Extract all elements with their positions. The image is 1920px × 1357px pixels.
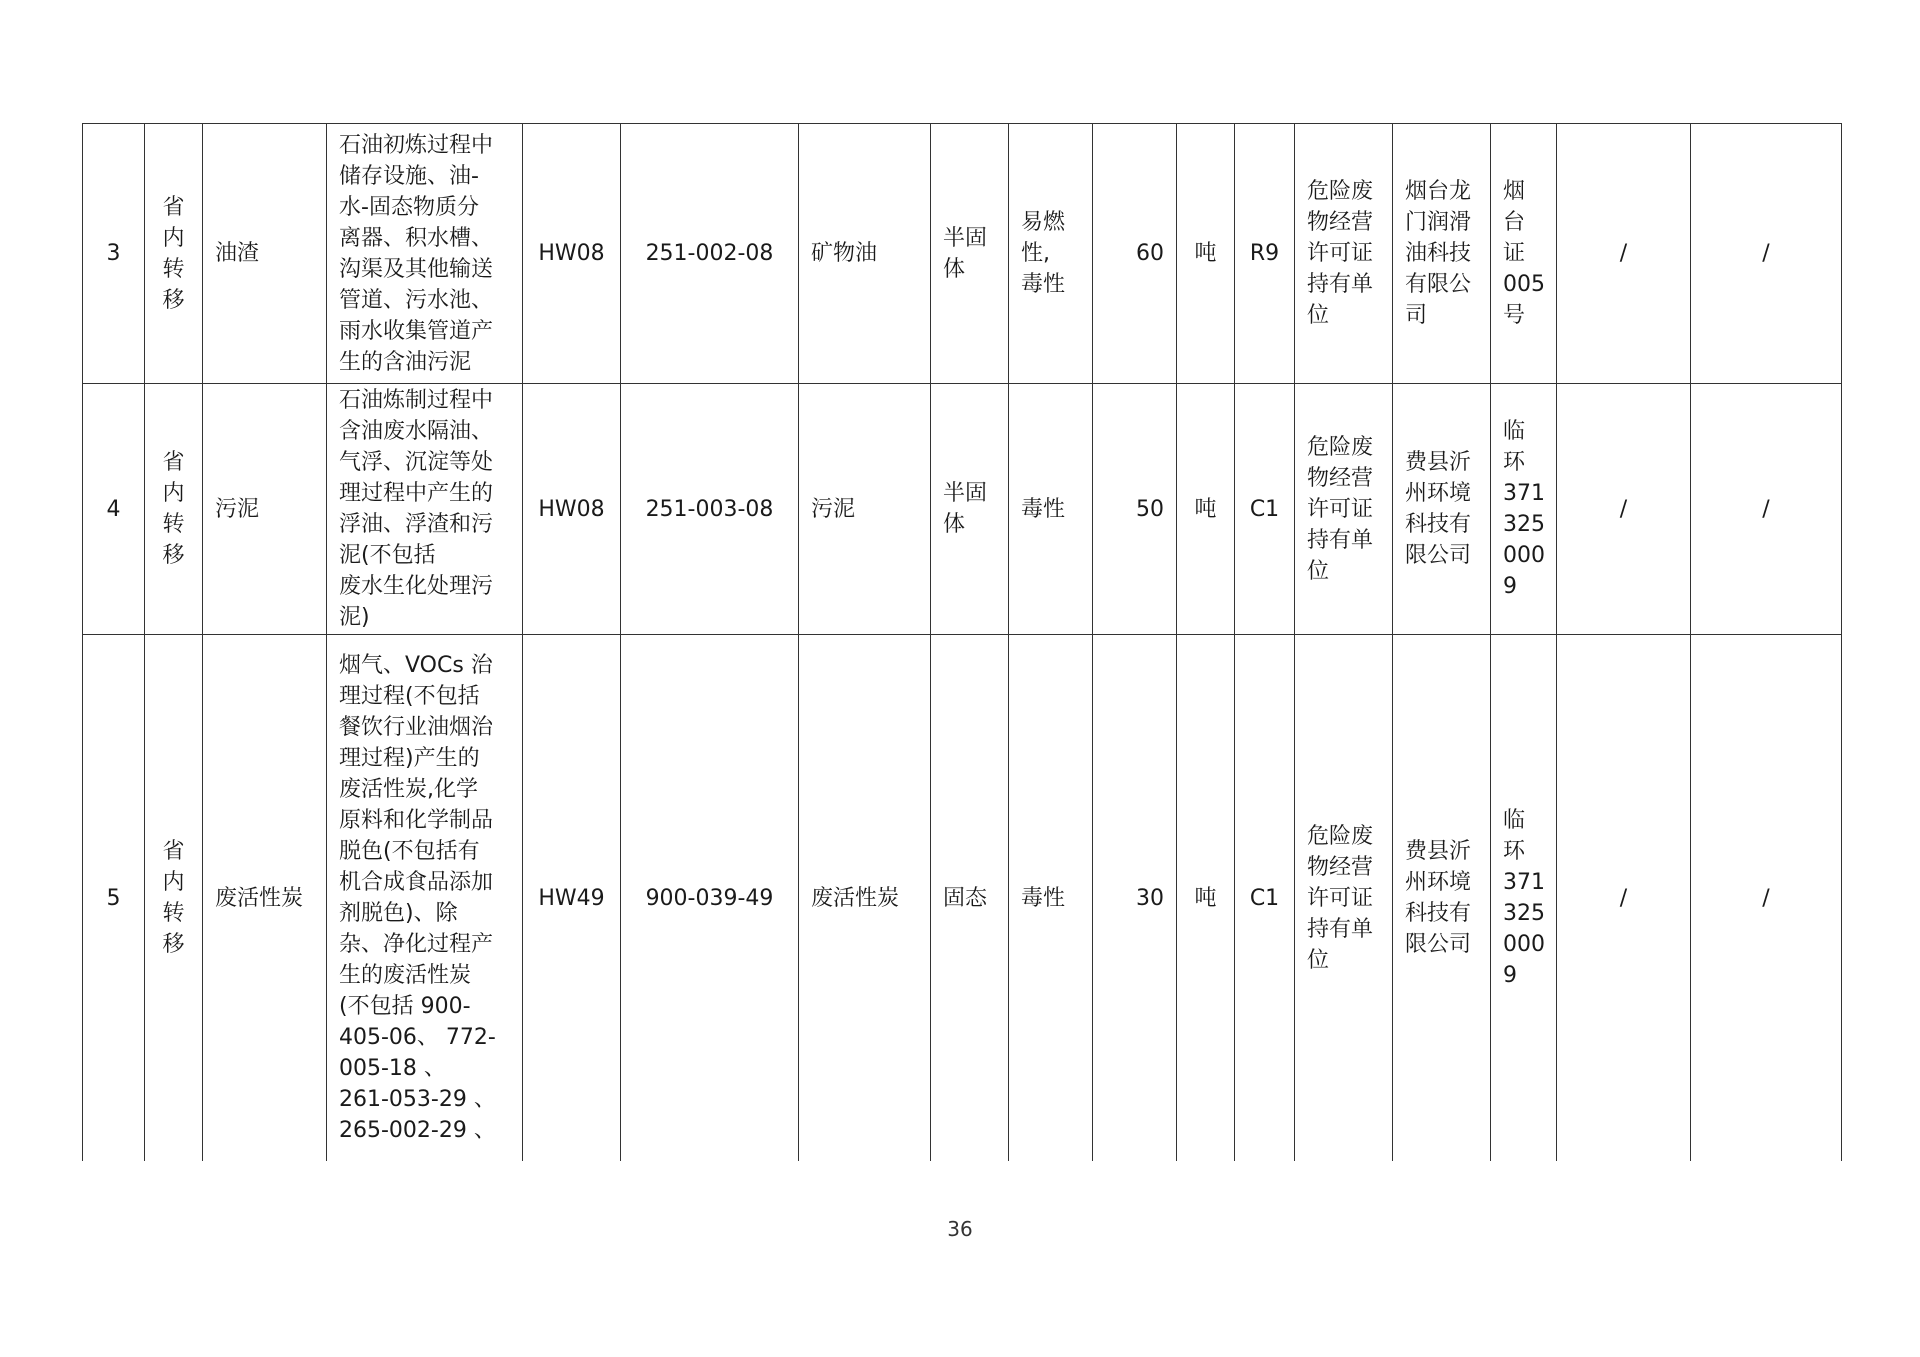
waste-name: 污泥 xyxy=(203,384,327,635)
extra-column-1: / xyxy=(1557,384,1691,635)
table-row xyxy=(83,635,1842,1162)
waste-code: 251-002-08 xyxy=(621,124,799,384)
disposal-method: R9 xyxy=(1235,124,1295,384)
physical-form: 固态 xyxy=(931,635,1009,1162)
waste-name: 油渣 xyxy=(203,124,327,384)
waste-source: 石油初炼过程中 储存设施、油- 水-固态物质分 离器、积水槽、 沟渠及其他输送 管道、污水池、 雨水收集管道产 生的含油污泥 xyxy=(327,124,523,384)
extra-column-1: / xyxy=(1557,635,1691,1162)
license-number: 临 环 371 325 000 9 xyxy=(1491,635,1557,1162)
row-index: 5 xyxy=(83,635,145,1162)
quantity: 30 xyxy=(1093,635,1177,1162)
unit: 吨 xyxy=(1177,635,1235,1162)
license-number: 临 环 371 325 000 9 xyxy=(1491,384,1557,635)
receiver-name: 烟台龙 门润滑 油科技 有限公 司 xyxy=(1393,124,1491,384)
waste-source: 烟气、VOCs 治 理过程(不包括 餐饮行业油烟治 理过程)产生的 废活性炭,化学 原料和化学制品 脱色(不包括有 机合成食品添加 剂脱色)、除 杂、净化过程产 生的废活性炭 (不包括 900- 405-06、 772- 005-18 、 261-053-29 、 265-002-29 、 xyxy=(327,635,523,1162)
hazard-property: 易燃 性, 毒性 xyxy=(1009,124,1093,384)
disposal-method: C1 xyxy=(1235,384,1295,635)
waste-source: 石油炼制过程中 含油废水隔油、 气浮、沉淀等处 理过程中产生的 浮油、浮渣和污 泥(不包括 废水生化处理污 泥) xyxy=(327,384,523,635)
transfer-type: 省 内 转 移 xyxy=(145,384,203,635)
table-row xyxy=(83,124,1842,384)
waste-code: 900-039-49 xyxy=(621,635,799,1162)
waste-category: HW49 xyxy=(523,635,621,1162)
transfer-type: 省 内 转 移 xyxy=(145,124,203,384)
quantity: 50 xyxy=(1093,384,1177,635)
physical-form: 半固 体 xyxy=(931,384,1009,635)
license-number: 烟 台 证 005 号 xyxy=(1491,124,1557,384)
row-index: 4 xyxy=(83,384,145,635)
extra-column-2: / xyxy=(1691,124,1842,384)
hazardous-waste-table xyxy=(82,123,1842,1161)
waste-category: HW08 xyxy=(523,384,621,635)
unit: 吨 xyxy=(1177,124,1235,384)
hazard-property: 毒性 xyxy=(1009,384,1093,635)
waste-code: 251-003-08 xyxy=(621,384,799,635)
hazardous-component: 矿物油 xyxy=(799,124,931,384)
receiver-type: 危险废 物经营 许可证 持有单 位 xyxy=(1295,384,1393,635)
unit: 吨 xyxy=(1177,384,1235,635)
extra-column-1: / xyxy=(1557,124,1691,384)
receiver-type: 危险废 物经营 许可证 持有单 位 xyxy=(1295,124,1393,384)
hazardous-component: 污泥 xyxy=(799,384,931,635)
extra-column-2: / xyxy=(1691,635,1842,1162)
transfer-type: 省 内 转 移 xyxy=(145,635,203,1162)
page-number: 36 xyxy=(947,1217,973,1241)
table-row xyxy=(83,384,1842,635)
receiver-type: 危险废 物经营 许可证 持有单 位 xyxy=(1295,635,1393,1162)
hazard-property: 毒性 xyxy=(1009,635,1093,1162)
receiver-name: 费县沂 州环境 科技有 限公司 xyxy=(1393,635,1491,1162)
receiver-name: 费县沂 州环境 科技有 限公司 xyxy=(1393,384,1491,635)
physical-form: 半固 体 xyxy=(931,124,1009,384)
hazardous-component: 废活性炭 xyxy=(799,635,931,1162)
disposal-method: C1 xyxy=(1235,635,1295,1162)
waste-name: 废活性炭 xyxy=(203,635,327,1162)
extra-column-2: / xyxy=(1691,384,1842,635)
waste-category: HW08 xyxy=(523,124,621,384)
row-index: 3 xyxy=(83,124,145,384)
quantity: 60 xyxy=(1093,124,1177,384)
